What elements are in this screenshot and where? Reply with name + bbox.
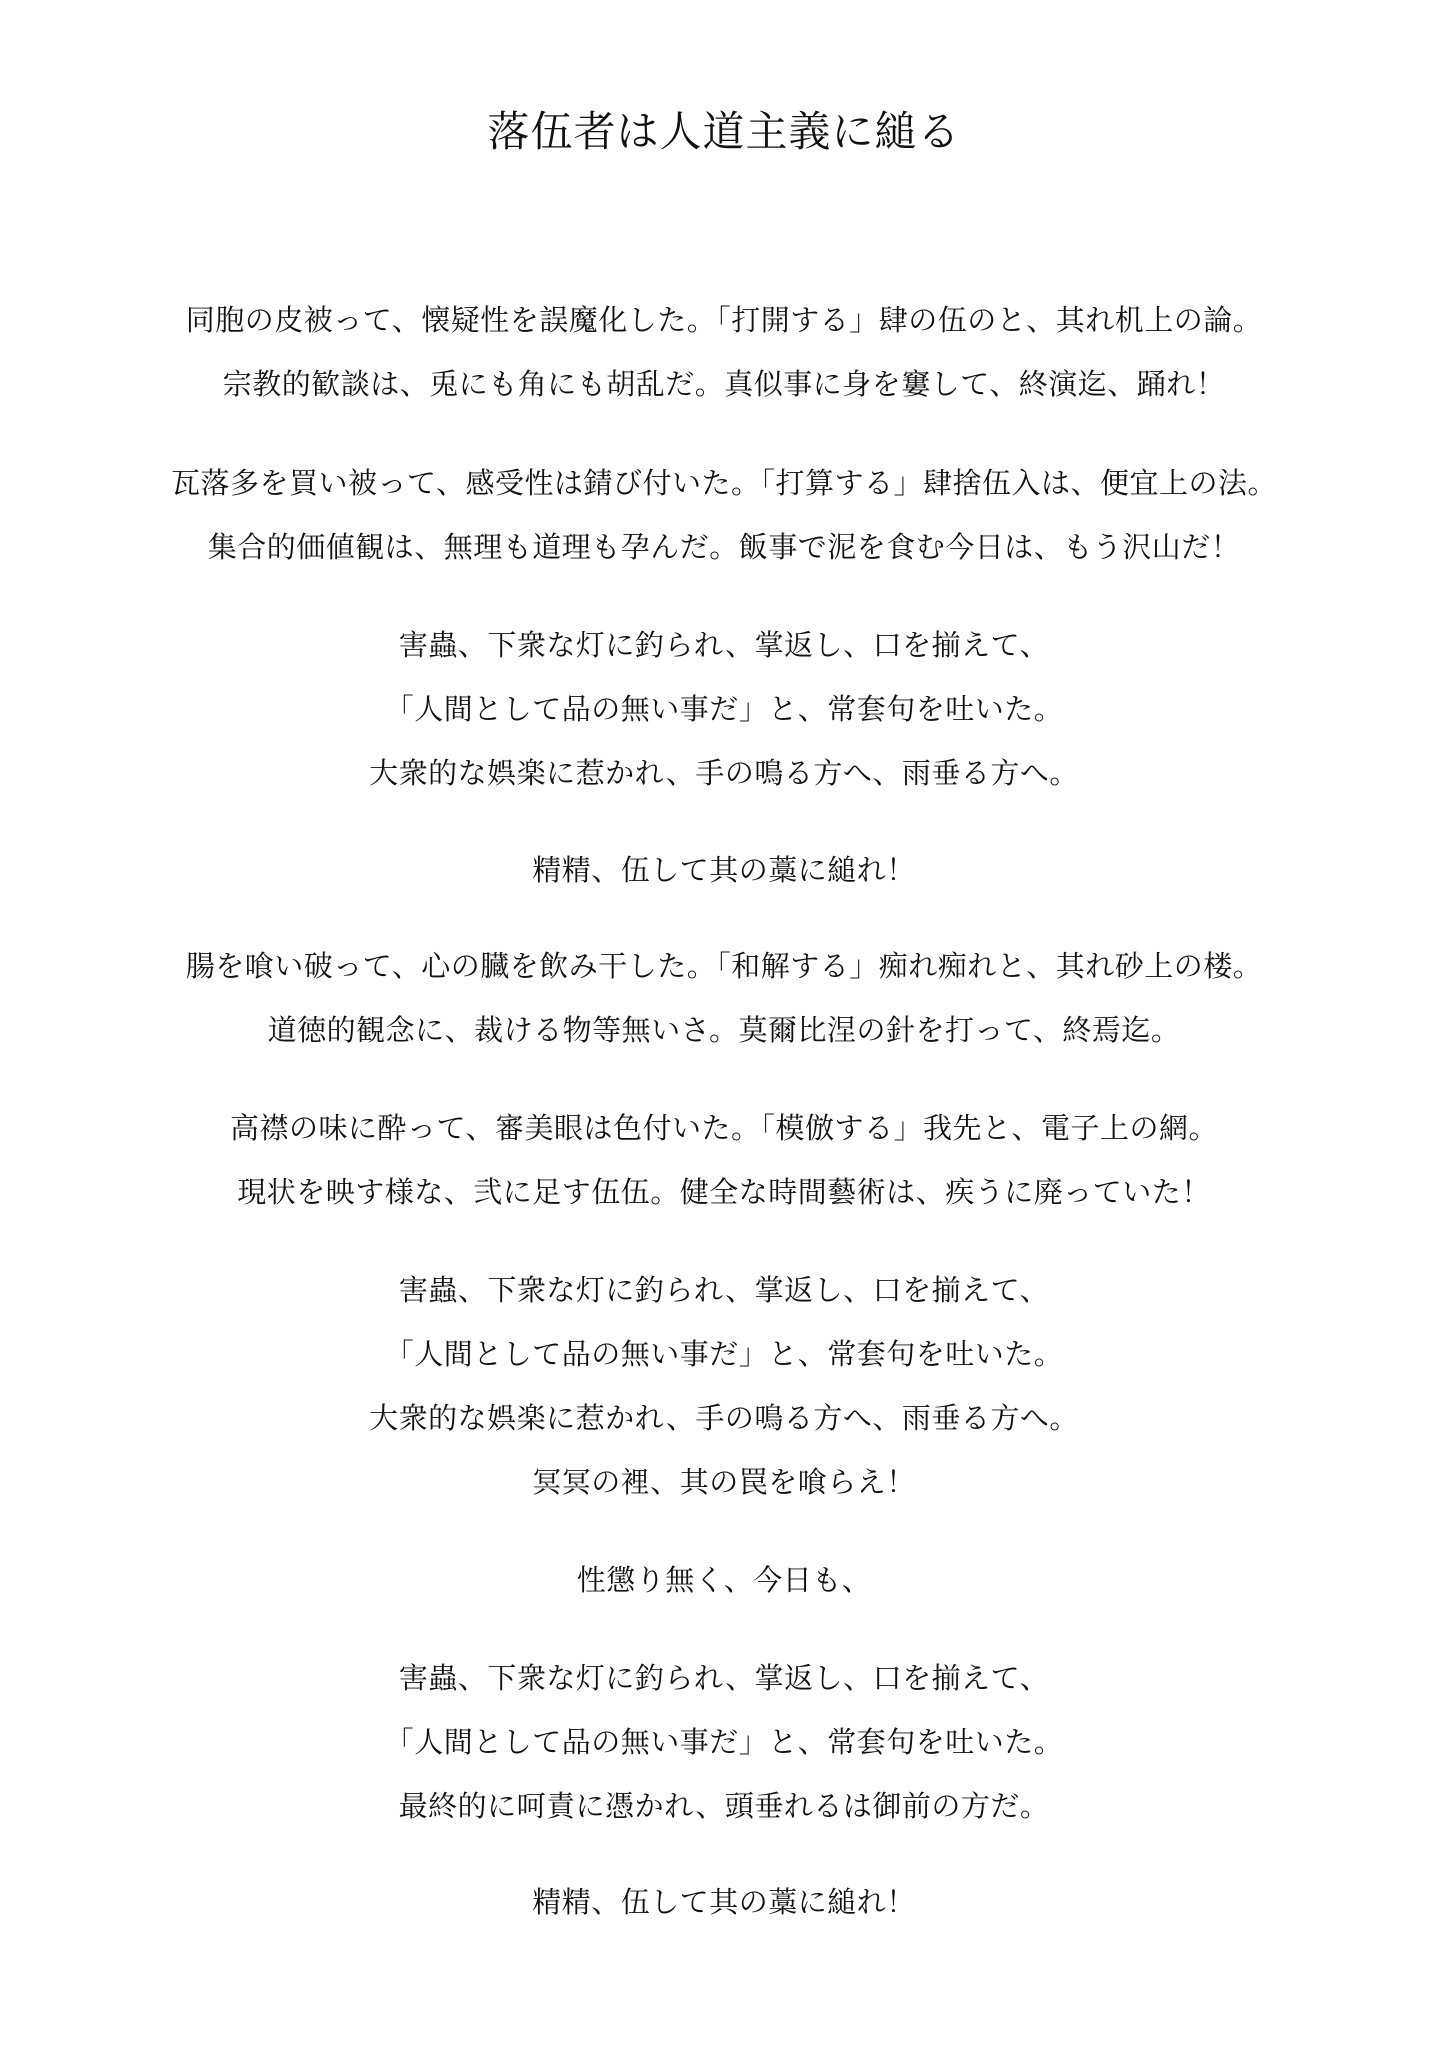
stanza-7 (0, 1258, 1448, 1514)
stanza-4 (0, 838, 1448, 902)
stanza-9 (0, 1646, 1448, 1838)
stanza-3 (0, 613, 1448, 805)
stanza-10 (0, 1870, 1448, 1934)
lyric-line: 道徳的観念に、裁ける物等無いさ。莫爾比涅の針を打って、終焉迄。 (267, 1013, 1181, 1047)
lyric-line: 害蟲、下衆な灯に釣られ、掌返し、口を揃えて、 (398, 628, 1050, 662)
lyric-line: 瓦落多を買い被って、感受性は錆び付いた。「打算する」肆捨伍入は、便宜上の法。 (171, 466, 1277, 500)
lyric-line: 同胞の皮被って、懐疑性を誤魔化した。「打開する」肆の伍のと、其れ机上の論。 (185, 303, 1263, 337)
lyric-line: 害蟲、下衆な灯に釣られ、掌返し、口を揃えて、 (398, 1273, 1050, 1307)
stanza-6 (0, 1096, 1448, 1224)
stanza-5 (0, 934, 1448, 1062)
lyric-line: 集合的価値観は、無理も道理も孕んだ。飯事で泥を食む今日は、もう沢山だ！ (207, 530, 1241, 564)
lyric-line: 冥冥の裡、其の罠を喰らえ！ (532, 1465, 916, 1499)
page-title: 落伍者は人道主義に縋る (487, 107, 961, 156)
lyric-line: 腸を喰い破って、心の臓を飲み干した。「和解する」痴れ痴れと、其れ砂上の楼。 (185, 949, 1263, 983)
lyric-line: 現状を映す様な、弐に足す伍伍。健全な時間藝術は、疾うに廃っていた！ (237, 1175, 1211, 1209)
lyric-line: 大衆的な娯楽に惹かれ、手の鳴る方へ、雨垂る方へ。 (369, 1401, 1079, 1435)
stanza-8 (0, 1548, 1448, 1612)
lyric-line: 精精、伍して其の藁に縋れ！ (532, 1885, 916, 1919)
lyric-line: 性懲り無く、今日も、 (576, 1563, 872, 1597)
lyric-line: 高襟の味に酔って、審美眼は色付いた。「模倣する」我先と、電子上の網。 (230, 1111, 1218, 1145)
lyric-line: 「人間として品の無い事だ」と、常套句を吐いた。 (384, 1337, 1064, 1371)
stanza-1 (0, 288, 1448, 416)
lyric-line: 最終的に呵責に憑かれ、頭垂れるは御前の方だ。 (398, 1789, 1050, 1823)
lyric-line: 「人間として品の無い事だ」と、常套句を吐いた。 (384, 1725, 1064, 1759)
lyric-line: 「人間として品の無い事だ」と、常套句を吐いた。 (384, 692, 1064, 726)
stanza-2 (0, 451, 1448, 579)
lyric-line: 害蟲、下衆な灯に釣られ、掌返し、口を揃えて、 (398, 1661, 1050, 1695)
lyric-line: 宗教的歓談は、兎にも角にも胡乱だ。真似事に身を窶して、終演迄、踊れ！ (222, 367, 1226, 401)
lyric-line: 精精、伍して其の藁に縋れ！ (532, 853, 916, 887)
lyric-line: 大衆的な娯楽に惹かれ、手の鳴る方へ、雨垂る方へ。 (369, 756, 1079, 790)
